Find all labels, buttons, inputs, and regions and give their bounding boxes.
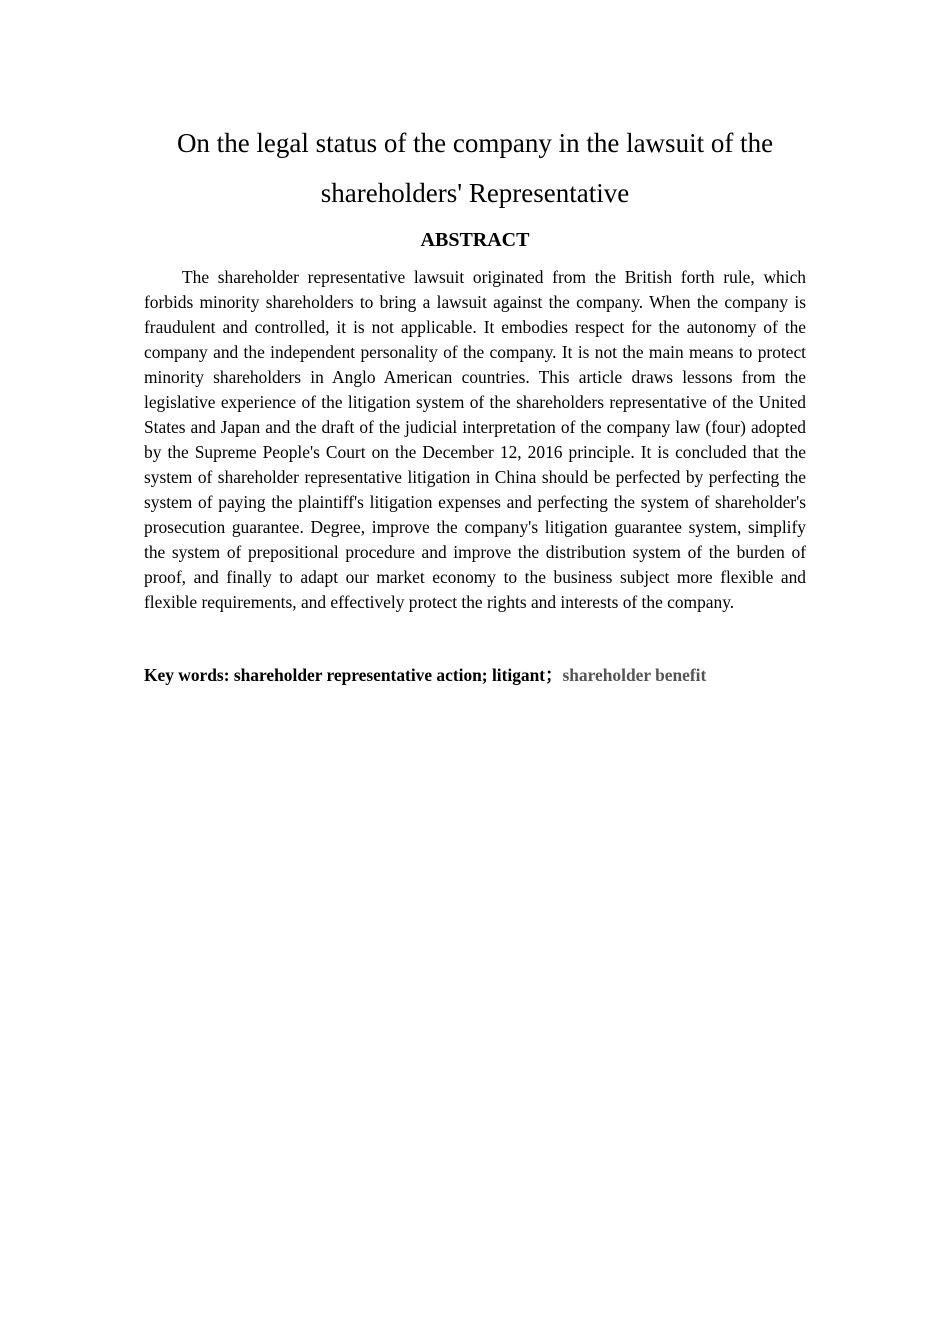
title-line-1: On the legal status of the company in the lawsuit of the (176, 128, 774, 158)
keywords-last: shareholder benefit (562, 665, 707, 685)
title-line-2: shareholders' Representative (320, 178, 630, 208)
keywords-label: Key words: (144, 665, 230, 685)
abstract-body: The shareholder representative lawsuit originated from the British forth rule, which forbids minority shareholders to bring a lawsuit against the company. When the company is fraudulent and controlled, it is not applicable. It embodies respect for the autonomy of the company and the independent personality of the company. It is not the main means to protect minority shareholders in Anglo American countries. This article draws lessons from the legislative experience of the litigation system of the shareholders representative of the United States and Japan and the draft of the judicial interpretation of the company law (four) adopted by the Supreme People's Court on the December 12, 2016 principle. It is concluded that the system of shareholder representative litigation in China should be perfected by perfecting the system of paying the plaintiff's litigation expenses and perfecting the system of shareholder's prosecution guarantee. Degree, improve the company's litigation guarantee system, simplify the system of prepositional procedure and improve the distribution system of the burden of proof, and finally to adapt our market economy to the business subject more flexible and flexible requirements, and effectively protect the rights and interests of the company. (144, 267, 806, 612)
abstract-heading: ABSTRACT (420, 229, 530, 251)
keywords-main: shareholder representative action; litigant； (233, 665, 563, 685)
keywords-line (144, 663, 844, 688)
document-title (100, 118, 850, 218)
